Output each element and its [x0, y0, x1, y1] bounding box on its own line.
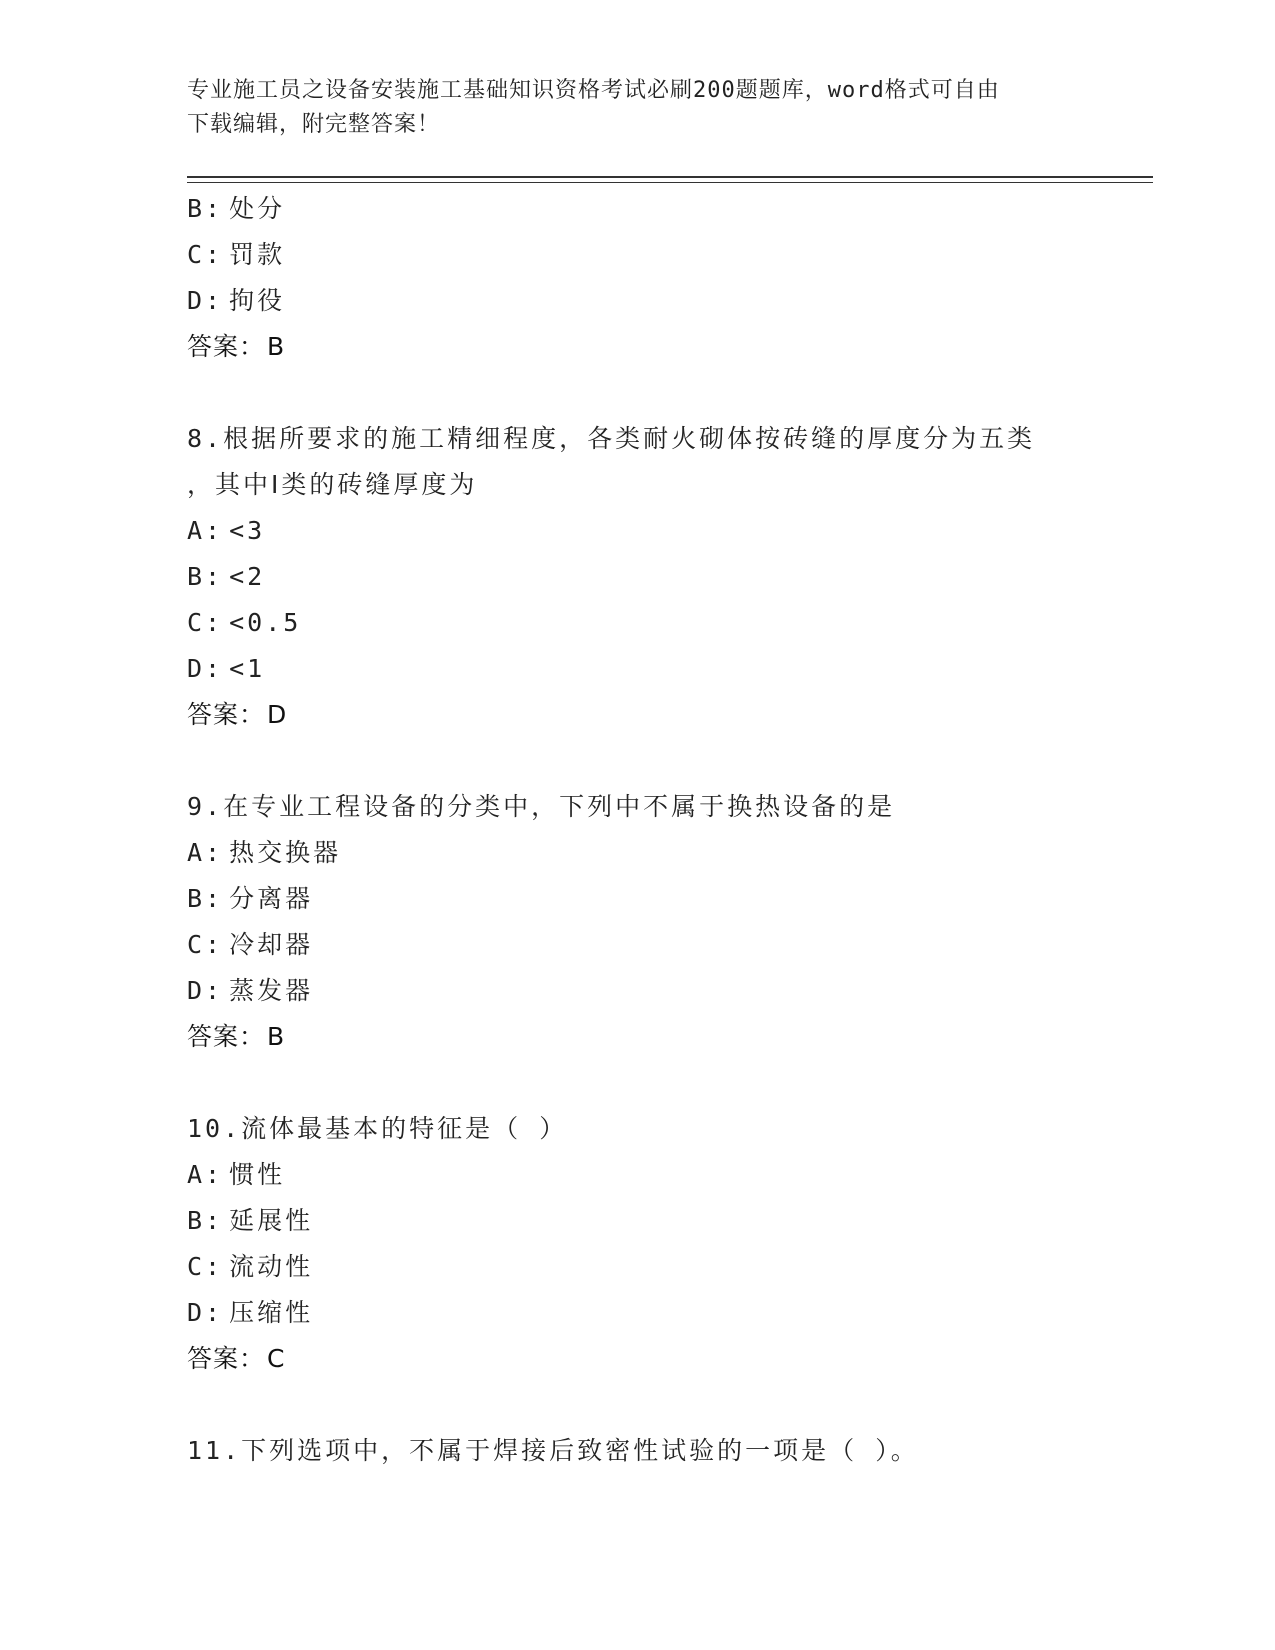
option-text: 蒸发器 [229, 976, 314, 1005]
option-label: D: [187, 976, 224, 1005]
option-text: 压缩性 [229, 1298, 314, 1327]
question-list [187, 186, 1107, 1474]
spacer [187, 738, 1107, 784]
option-b [187, 186, 1107, 232]
answer-value: B [267, 1022, 286, 1051]
option-label: A: [187, 1160, 224, 1189]
question-number: 9. [187, 792, 224, 821]
question-text-line-1: 根据所要求的施工精细程度，各类耐火砌体按砖缝的厚度分为五类 [223, 424, 1036, 453]
answer-line [187, 1014, 1107, 1060]
option-label: C: [187, 1252, 224, 1281]
header-line-2: 下载编辑，附完整答案！ [187, 112, 441, 137]
option-d [187, 646, 1107, 692]
question-stem [187, 1428, 1067, 1474]
answer-line [187, 1336, 1107, 1382]
option-label: C: [187, 240, 224, 269]
answer-label: 答案： [187, 1022, 266, 1051]
answer-value: C [267, 1344, 286, 1373]
question-text-line-1: 下列选项中，不属于焊接后致密性试验的一项是（ ）。 [241, 1436, 919, 1465]
question-10 [187, 1106, 1107, 1382]
option-label: A: [187, 516, 224, 545]
option-b [187, 554, 1107, 600]
answer-line [187, 692, 1107, 738]
option-a [187, 1152, 1107, 1198]
option-label: C: [187, 608, 224, 637]
option-c [187, 600, 1107, 646]
answer-label: 答案： [187, 700, 266, 729]
document-header [187, 74, 1087, 142]
spacer [187, 370, 1107, 416]
option-text: 惯性 [229, 1160, 286, 1189]
answer-label: 答案： [187, 1344, 266, 1373]
option-a [187, 830, 1107, 876]
answer-line [187, 324, 1107, 370]
option-c [187, 232, 1107, 278]
option-a [187, 508, 1107, 554]
question-number: 10. [187, 1114, 242, 1143]
spacer [187, 1060, 1107, 1106]
header-divider-thick [187, 176, 1153, 178]
option-text: <3 [229, 516, 266, 545]
option-text: 流动性 [229, 1252, 314, 1281]
answer-value: B [267, 332, 286, 361]
option-label: B: [187, 884, 224, 913]
question-text-line-2: ，其中Ⅰ类的砖缝厚度为 [187, 470, 478, 499]
option-text: 拘役 [229, 286, 286, 315]
spacer [187, 1382, 1107, 1428]
option-label: B: [187, 562, 224, 591]
option-c [187, 922, 1107, 968]
option-label: B: [187, 1206, 224, 1235]
question-stem-continued [187, 462, 1067, 508]
option-text: 热交换器 [229, 838, 342, 867]
option-label: D: [187, 654, 224, 683]
option-text: 延展性 [229, 1206, 314, 1235]
question-7-continued [187, 186, 1107, 370]
option-text: <1 [229, 654, 266, 683]
question-stem [187, 416, 1067, 462]
question-text-line-1: 在专业工程设备的分类中，下列中不属于换热设备的是 [223, 792, 896, 821]
question-number: 8. [187, 424, 224, 453]
question-8 [187, 416, 1107, 738]
option-c [187, 1244, 1107, 1290]
header-divider-thin [187, 182, 1153, 183]
question-stem [187, 784, 1067, 830]
option-b [187, 1198, 1107, 1244]
option-text: 处分 [229, 194, 286, 223]
question-11 [187, 1428, 1107, 1474]
question-number: 11. [187, 1436, 242, 1465]
question-9 [187, 784, 1107, 1060]
option-label: C: [187, 930, 224, 959]
option-label: D: [187, 286, 224, 315]
option-d [187, 278, 1107, 324]
option-b [187, 876, 1107, 922]
option-text: 罚款 [229, 240, 286, 269]
option-text: <2 [229, 562, 266, 591]
header-line-1: 专业施工员之设备安装施工基础知识资格考试必刷200题题库，word格式可自由 [187, 78, 1000, 103]
option-text: 分离器 [229, 884, 314, 913]
option-label: A: [187, 838, 224, 867]
option-label: D: [187, 1298, 224, 1327]
option-d [187, 968, 1107, 1014]
answer-label: 答案： [187, 332, 266, 361]
option-text: 冷却器 [229, 930, 314, 959]
question-stem [187, 1106, 1067, 1152]
answer-value: D [267, 700, 288, 729]
option-text: <0.5 [229, 608, 302, 637]
option-d [187, 1290, 1107, 1336]
option-label: B: [187, 194, 224, 223]
question-text-line-1: 流体最基本的特征是（ ） [241, 1114, 568, 1143]
